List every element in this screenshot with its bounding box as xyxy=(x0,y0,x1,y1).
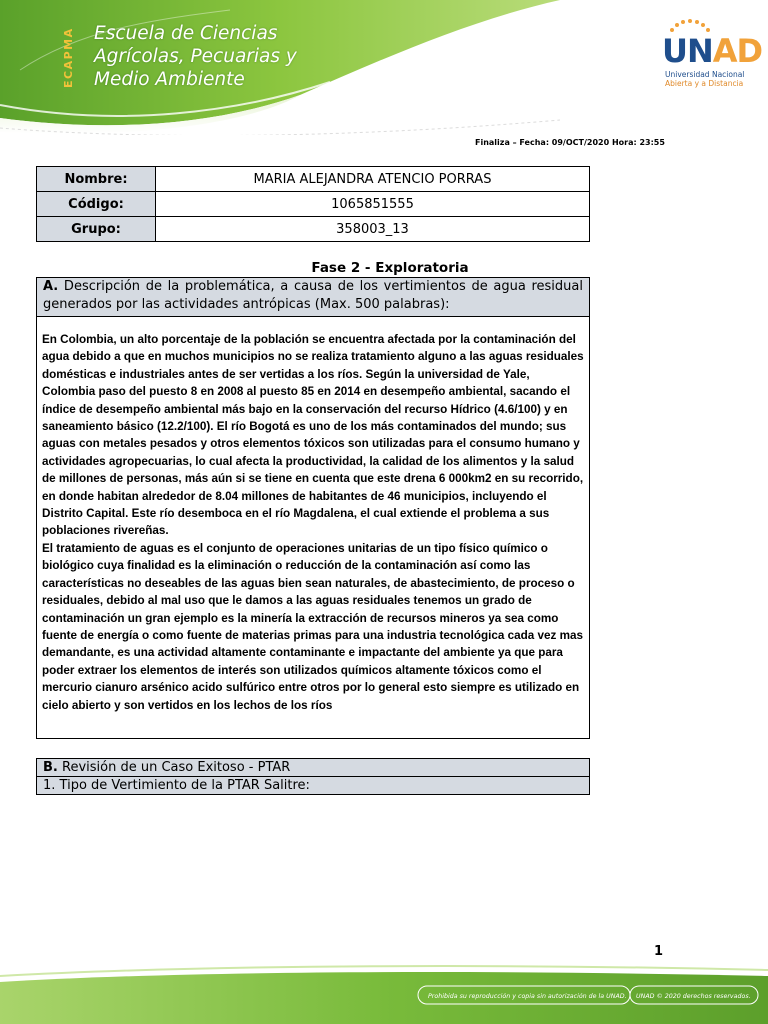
phase-title: Fase 2 - Exploratoria xyxy=(311,260,469,276)
logo-subtitle-1: Universidad Nacional xyxy=(665,70,745,79)
ecapma-vertical-label: ECAPMA xyxy=(62,27,75,88)
group-label: Grupo: xyxy=(37,217,156,242)
group-value: 358003_13 xyxy=(156,217,590,242)
code-label: Código: xyxy=(37,192,156,217)
name-label: Nombre: xyxy=(37,167,156,192)
footer-notice: Prohibida su reproducción y copia sin autorización de la UNAD. xyxy=(428,993,627,1000)
page-number: 1 xyxy=(654,944,664,959)
logo-subtitle-2: Abierta y a Distancia xyxy=(665,79,744,88)
school-title-line3: Medio Ambiente xyxy=(94,69,245,90)
section-b-heading xyxy=(37,759,589,776)
section-a-letter: A. xyxy=(43,279,59,294)
table-row xyxy=(37,192,590,217)
footer-copyright: UNAD © 2020 derechos reservados. xyxy=(636,993,751,1000)
school-title xyxy=(94,22,297,91)
student-info-table xyxy=(36,166,590,242)
section-b-letter: B. xyxy=(43,760,58,775)
header-banner xyxy=(0,0,768,135)
section-a-body xyxy=(37,317,589,714)
code-value: 1065851555 xyxy=(156,192,590,217)
section-a-heading-text: Descripción de la problemática, a causa de los vertimientos de agua residual generados por las actividades antrópicas (Max. 500 palabras): xyxy=(43,279,583,312)
section-a xyxy=(36,277,590,739)
section-a-paragraph-2: El tratamiento de aguas es el conjunto de operaciones unitarias de un tipo físico químico o biológico cuya finalidad es la eliminación o reducción de la contaminación así como las características no deseables de las aguas bien sean naturales, de abastecimiento, de proceso o residuales, debido al mal uso que le damos a las aguas residuales tenemos un grado de contaminación un gran ejemplo es la minería la extracción de recursos mineros ya sea como fuente de energía o como fuente de materias primas para una industria tecnológica cada vez mas demandante, es una actividad altamente contaminante e impactante del ambiente ya que para poder extraer los elementos de interés son utilizados químicos altamente tóxicos como el mercurio cianuro arsénico acido sulfúrico entre otros por lo general esto siempre es utilizado en cielo abierto y son vertidos en los lechos de los ríos xyxy=(42,541,584,712)
section-a-paragraph-1: En Colombia, un alto porcentaje de la población se encuentra afectada por la contaminación del agua debido a que en muchos municipios no se realiza tratamiento alguno a las aguas residuales domésticas e industriales antes de ser vertidas a los ríos. Según la universidad de Yale, Colombia paso del puesto 8 en 2008 al puesto 85 en 2014 en desempeño ambiental, sacando el índice de desempeño ambiental más bajo en la conservación del recurso Hídrico (4.6/100) y en saneamiento básico (12.2/100). El río Bogotá es uno de los más contaminados del mundo; sus aguas con metales pesados y otros elementos tóxicos son utilizadas para el consumo humano y actividades agropecuarias, lo cual afecta la productividad, la calidad de los alimentos y la salud de millones de personas, más aún si se tiene en cuenta que este drena 6 000km2 en su recorrido, en donde habitan alrededor de 8.04 millones de habitantes de 46 municipios, incluyendo el Distrito Capital. Este río desemboca en el río Magdalena, el cual extiende el problema a sus poblaciones rivereñas. xyxy=(42,333,584,538)
logo-wordmark: UNAD xyxy=(662,32,763,70)
school-title-line2: Agrícolas, Pecuarias y xyxy=(94,46,297,67)
section-b-item-1: 1. Tipo de Vertimiento de la PTAR Salitre: xyxy=(37,776,589,794)
school-title-line1: Escuela de Ciencias xyxy=(94,23,278,44)
section-b-heading-text: Revisión de un Caso Exitoso - PTAR xyxy=(57,760,291,775)
footer-banner xyxy=(0,962,768,1024)
section-a-heading xyxy=(37,278,589,317)
table-row xyxy=(37,167,590,192)
deadline-text: Finaliza – Fecha: 09/OCT/2020 Hora: 23:55 xyxy=(475,138,665,147)
table-row xyxy=(37,217,590,242)
section-b xyxy=(36,758,590,795)
name-value: MARIA ALEJANDRA ATENCIO PORRAS xyxy=(156,167,590,192)
